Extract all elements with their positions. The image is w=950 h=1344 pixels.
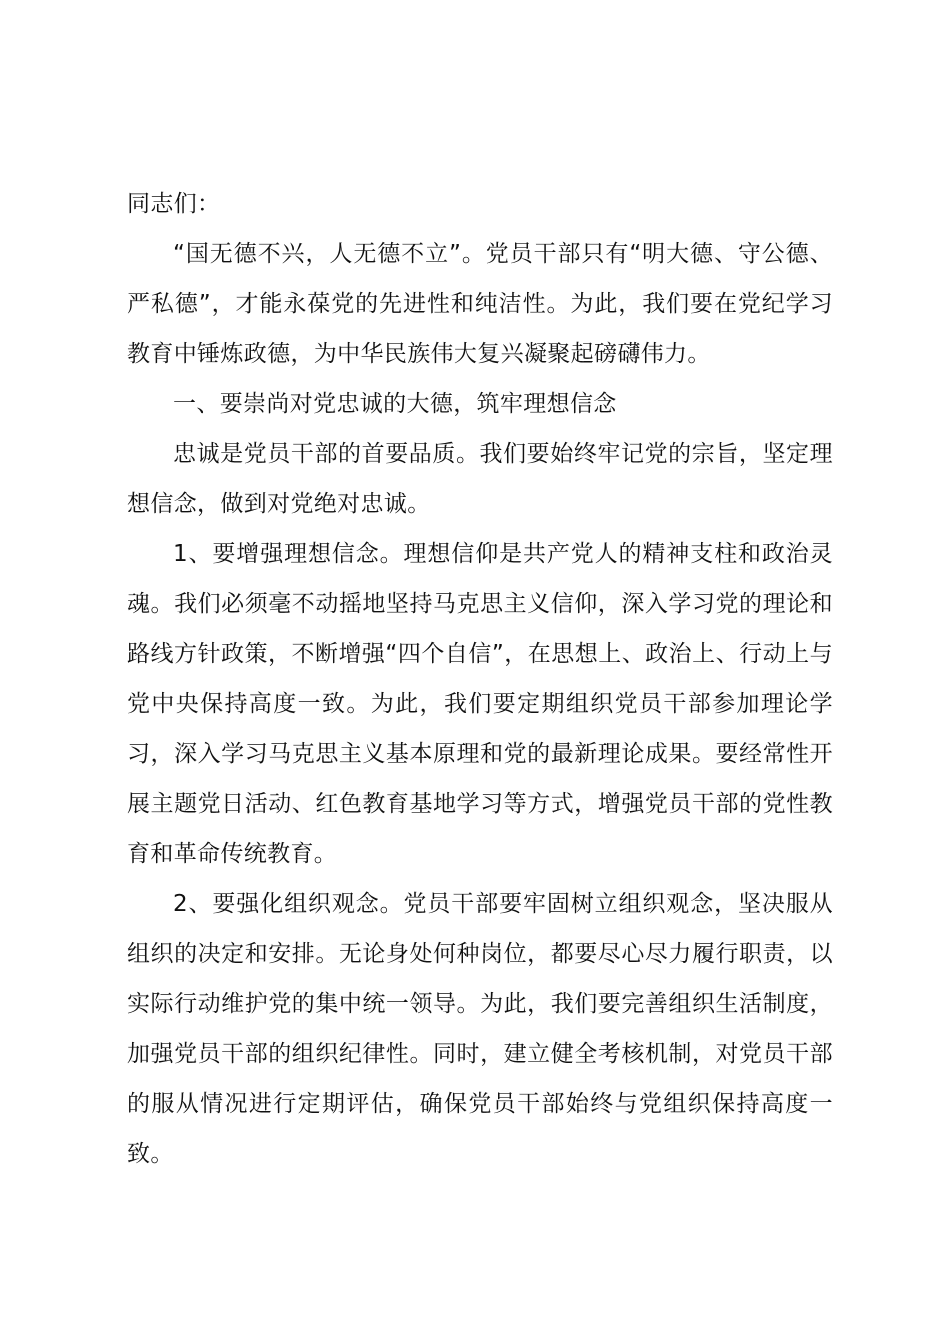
section-intro-paragraph: 忠诚是党员干部的首要品质。我们要始终牢记党的宗旨，坚定理想信念，做到对党绝对忠诚。 [127, 441, 833, 517]
point-2-paragraph: 2、要强化组织观念。党员干部要牢固树立组织观念，坚决服从组织的决定和安排。无论身处何种岗位，都要尽心尽力履行职责，以实际行动维护党的集中统一领导。为此，我们要完善组织生活制度，加强党员干部的组织纪律性。同时，建立健全考核机制，对党员干部的服从情况进行定期评估，确保党员干部始终与党组织保持高度一致。 [127, 891, 833, 1167]
document-body [127, 179, 833, 1179]
salutation: 同志们： [127, 191, 221, 217]
point-1-paragraph: 1、要增强理想信念。理想信仰是共产党人的精神支柱和政治灵魂。我们必须毫不动摇地坚持马克思主义信仰，深入学习党的理论和路线方针政策，不断增强“四个自信”，在思想上、政治上、行动上与党中央保持高度一致。为此，我们要定期组织党员干部参加理论学习，深入学习马克思主义基本原理和党的最新理论成果。要经常性开展主题党日活动、红色教育基地学习等方式，增强党员干部的党性教育和革命传统教育。 [127, 541, 833, 867]
section-heading: 一、要崇尚对党忠诚的大德，筑牢理想信念 [173, 391, 617, 417]
intro-paragraph: “国无德不兴，人无德不立”。党员干部只有“明大德、守公德、严私德”，才能永葆党的先进性和纯洁性。为此，我们要在党纪学习教育中锤炼政德，为中华民族伟大复兴凝聚起磅礴伟力。 [127, 241, 833, 367]
